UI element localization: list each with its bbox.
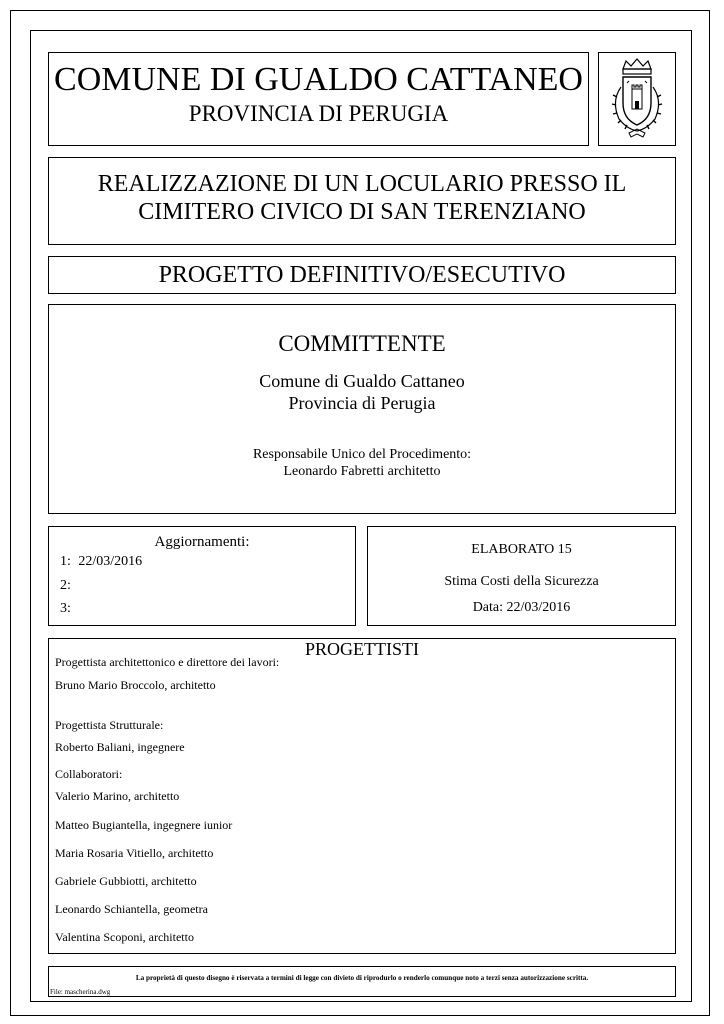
phase-title: PROGETTO DEFINITIVO/ESECUTIVO — [158, 262, 566, 288]
row-number: 3: — [60, 601, 71, 616]
list-item: Bruno Mario Broccolo, architetto — [55, 678, 216, 692]
aggiornamenti-row-3 — [60, 600, 75, 618]
aggiornamenti-box — [48, 526, 356, 626]
progettisti-heading: PROGETTISTI — [305, 639, 419, 659]
project-title-box — [48, 157, 676, 245]
file-name: File: mascherina.dwg — [50, 988, 111, 996]
phase-box — [48, 256, 676, 294]
list-item: Leonardo Schiantella, geometra — [55, 902, 208, 916]
elaborato-code: ELABORATO 15 — [471, 542, 572, 557]
elaborato-date: Data: 22/03/2016 — [472, 600, 571, 615]
coat-of-arms-emblem-icon — [599, 53, 675, 145]
committente-heading: COMMITTENTE — [278, 331, 446, 356]
committente-provincia: Provincia di Perugia — [288, 393, 436, 413]
list-item: Valentina Scoponi, architetto — [55, 930, 194, 944]
row-number: 1: — [60, 554, 71, 569]
footer-box — [48, 966, 676, 997]
rup-name: Leonardo Fabretti architetto — [283, 464, 441, 479]
list-item: Maria Rosaria Vitiello, architetto — [55, 846, 214, 860]
list-item: Roberto Baliani, ingegnere — [55, 740, 185, 754]
list-item: Valerio Marino, architetto — [55, 789, 180, 803]
aggiornamenti-row-2 — [60, 577, 75, 595]
project-title-line1: REALIZZAZIONE DI UN LOCULARIO PRESSO IL — [97, 171, 627, 197]
rup-label: Responsabile Unico del Procedimento: — [252, 447, 472, 462]
list-item: Progettista Strutturale: — [55, 718, 164, 732]
ownership-notice: La proprietà di questo disegno è riservata a termini di legge con divieto di riprodurlo o renderlo comunque noto a terzi senza autorizzazione scritta. — [135, 974, 589, 982]
committente-box — [48, 304, 676, 514]
comune-title: COMUNE DI GUALDO CATTANEO — [54, 61, 583, 98]
row-date: 22/03/2016 — [78, 554, 143, 569]
row-number: 2: — [60, 578, 71, 593]
progettisti-box — [48, 638, 676, 954]
emblem-box — [598, 52, 676, 146]
list-item: Matteo Bugiantella, ingegnere iunior — [55, 818, 233, 832]
list-item: Progettista architettonico e direttore dei lavori: — [55, 655, 280, 669]
list-item: Gabriele Gubbiotti, architetto — [55, 874, 197, 888]
elaborato-box — [367, 526, 676, 626]
list-item: Collaboratori: — [55, 767, 123, 781]
project-title-line2: CIMITERO CIVICO DI SAN TERENZIANO — [138, 199, 586, 225]
committente-name: Comune di Gualdo Cattaneo — [259, 371, 465, 391]
provincia-title: PROVINCIA DI PERUGIA — [188, 101, 449, 126]
aggiornamenti-row-1 — [60, 553, 142, 571]
aggiornamenti-heading: Aggiornamenti: — [154, 534, 250, 550]
elaborato-title: Stima Costi della Sicurezza — [444, 574, 599, 589]
header-box — [48, 52, 589, 146]
